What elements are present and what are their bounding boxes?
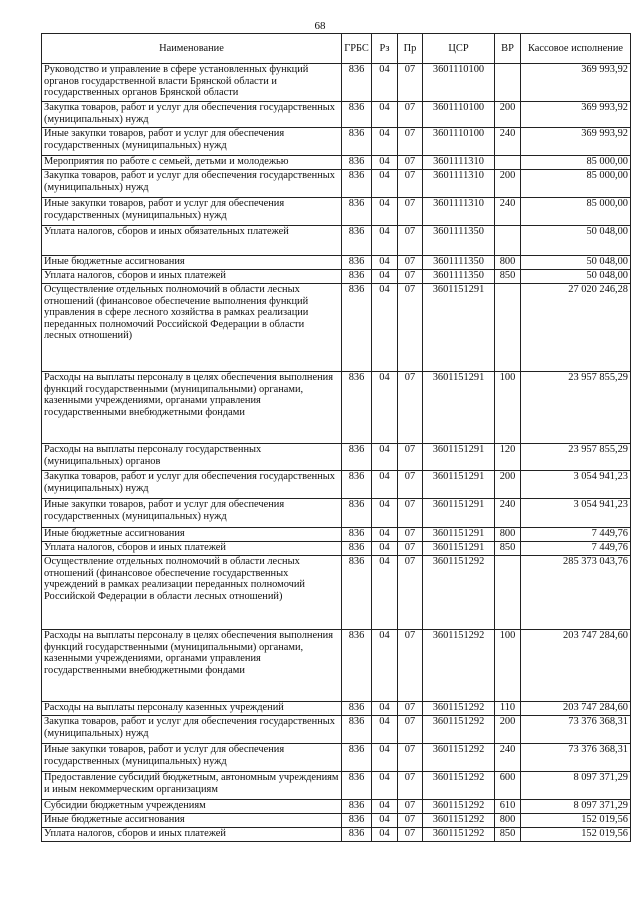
row-csr: 3601111310 xyxy=(423,198,495,226)
row-csr: 3601151292 xyxy=(423,744,495,772)
row-csr: 3601151292 xyxy=(423,814,495,828)
table-row xyxy=(42,128,631,156)
row-rz: 04 xyxy=(372,198,398,226)
table-row xyxy=(42,170,631,198)
row-csr: 3601111350 xyxy=(423,256,495,270)
row-vr: 120 xyxy=(495,444,521,471)
row-vr: 600 xyxy=(495,772,521,800)
row-rz: 04 xyxy=(372,128,398,156)
table-row xyxy=(42,270,631,284)
row-amount: 85 000,00 xyxy=(521,156,631,170)
row-name: Иные закупки товаров, работ и услуг для обеспечения государственных (муниципальных) нужд xyxy=(42,744,342,772)
row-rz: 04 xyxy=(372,772,398,800)
table-row xyxy=(42,471,631,499)
table-row xyxy=(42,630,631,702)
table-row xyxy=(42,814,631,828)
row-vr: 240 xyxy=(495,499,521,528)
row-name: Расходы на выплаты персоналу казенных учреждений xyxy=(42,702,342,716)
row-amount: 85 000,00 xyxy=(521,170,631,198)
row-name: Закупка товаров, работ и услуг для обеспечения государственных (муниципальных) нужд xyxy=(42,471,342,499)
header-csr: ЦСР xyxy=(423,34,495,64)
row-rz: 04 xyxy=(372,372,398,444)
row-name: Расходы на выплаты персоналу в целях обеспечения выполнения функций государственными (муниципальными) органами, казенными учреждениями, органами управления государственными внебюджетными фондами xyxy=(42,372,342,444)
row-grbs: 836 xyxy=(342,226,372,256)
table-row xyxy=(42,372,631,444)
row-rz: 04 xyxy=(372,102,398,128)
row-name: Расходы на выплаты персоналу в целях обеспечения выполнения функций государственными (муниципальными) органами, казенными учреждениями, органами управления государственными внебюджетными фондами xyxy=(42,630,342,702)
row-amount: 7 449,76 xyxy=(521,542,631,556)
row-name: Иные бюджетные ассигнования xyxy=(42,814,342,828)
row-name: Предоставление субсидий бюджетным, автономным учреждениям и иным некоммерческим организациям xyxy=(42,772,342,800)
table-row xyxy=(42,256,631,270)
table-row xyxy=(42,556,631,630)
table-row xyxy=(42,744,631,772)
row-pr: 07 xyxy=(398,128,423,156)
row-grbs: 836 xyxy=(342,64,372,102)
row-vr xyxy=(495,156,521,170)
row-amount: 85 000,00 xyxy=(521,198,631,226)
row-pr: 07 xyxy=(398,170,423,198)
row-vr: 100 xyxy=(495,630,521,702)
row-vr: 800 xyxy=(495,814,521,828)
row-rz: 04 xyxy=(372,499,398,528)
row-vr: 240 xyxy=(495,128,521,156)
row-rz: 04 xyxy=(372,630,398,702)
row-grbs: 836 xyxy=(342,270,372,284)
row-grbs: 836 xyxy=(342,372,372,444)
row-csr: 3601111310 xyxy=(423,170,495,198)
row-csr: 3601111350 xyxy=(423,270,495,284)
row-name: Иные закупки товаров, работ и услуг для обеспечения государственных (муниципальных) нужд xyxy=(42,198,342,226)
row-pr: 07 xyxy=(398,156,423,170)
row-amount: 285 373 043,76 xyxy=(521,556,631,630)
row-pr: 07 xyxy=(398,444,423,471)
row-amount: 203 747 284,60 xyxy=(521,702,631,716)
row-amount: 27 020 246,28 xyxy=(521,284,631,372)
row-grbs: 836 xyxy=(342,156,372,170)
table-row xyxy=(42,64,631,102)
header-vr: ВР xyxy=(495,34,521,64)
row-pr: 07 xyxy=(398,800,423,814)
row-rz: 04 xyxy=(372,800,398,814)
row-rz: 04 xyxy=(372,528,398,542)
row-pr: 07 xyxy=(398,744,423,772)
row-vr: 850 xyxy=(495,270,521,284)
row-csr: 3601151291 xyxy=(423,372,495,444)
row-amount: 73 376 368,31 xyxy=(521,716,631,744)
row-name: Осуществление отдельных полномочий в области лесных отношений (финансовое обеспечение государственных учреждений в рамках реализации переданных полномочий Российской Федерации в области лесных отношений) xyxy=(42,556,342,630)
row-rz: 04 xyxy=(372,556,398,630)
header-amount: Кассовое исполнение xyxy=(521,34,631,64)
row-name: Субсидии бюджетным учреждениям xyxy=(42,800,342,814)
row-pr: 07 xyxy=(398,64,423,102)
row-grbs: 836 xyxy=(342,716,372,744)
row-name: Закупка товаров, работ и услуг для обеспечения государственных (муниципальных) нужд xyxy=(42,716,342,744)
row-csr: 3601110100 xyxy=(423,102,495,128)
row-vr: 850 xyxy=(495,828,521,842)
row-name: Уплата налогов, сборов и иных платежей xyxy=(42,270,342,284)
row-grbs: 836 xyxy=(342,444,372,471)
row-amount: 3 054 941,23 xyxy=(521,499,631,528)
row-grbs: 836 xyxy=(342,630,372,702)
row-csr: 3601151292 xyxy=(423,702,495,716)
row-vr: 800 xyxy=(495,256,521,270)
row-pr: 07 xyxy=(398,499,423,528)
row-vr: 610 xyxy=(495,800,521,814)
row-rz: 04 xyxy=(372,542,398,556)
header-grbs: ГРБС xyxy=(342,34,372,64)
row-name: Осуществление отдельных полномочий в области лесных отношений (финансовое обеспечение выполнения функций управления в сфере лесного хозяйства в рамках реализации переданных полномочий Российской Федерации в области лесных отношений) xyxy=(42,284,342,372)
row-rz: 04 xyxy=(372,270,398,284)
row-pr: 07 xyxy=(398,716,423,744)
row-csr: 3601151291 xyxy=(423,284,495,372)
row-rz: 04 xyxy=(372,471,398,499)
row-amount: 8 097 371,29 xyxy=(521,800,631,814)
row-pr: 07 xyxy=(398,270,423,284)
row-csr: 3601151292 xyxy=(423,828,495,842)
header-name: Наименование xyxy=(42,34,342,64)
row-amount: 203 747 284,60 xyxy=(521,630,631,702)
row-rz: 04 xyxy=(372,716,398,744)
row-pr: 07 xyxy=(398,772,423,800)
row-grbs: 836 xyxy=(342,471,372,499)
row-name: Закупка товаров, работ и услуг для обеспечения государственных (муниципальных) нужд xyxy=(42,170,342,198)
row-vr: 800 xyxy=(495,528,521,542)
row-pr: 07 xyxy=(398,814,423,828)
row-rz: 04 xyxy=(372,814,398,828)
table-row xyxy=(42,702,631,716)
row-amount: 152 019,56 xyxy=(521,814,631,828)
table-row xyxy=(42,772,631,800)
row-grbs: 836 xyxy=(342,702,372,716)
table-row xyxy=(42,716,631,744)
row-vr: 110 xyxy=(495,702,521,716)
row-amount: 50 048,00 xyxy=(521,256,631,270)
row-name: Мероприятия по работе с семьей, детьми и молодежью xyxy=(42,156,342,170)
budget-execution-table xyxy=(41,33,631,842)
row-name: Иные бюджетные ассигнования xyxy=(42,256,342,270)
row-amount: 73 376 368,31 xyxy=(521,744,631,772)
row-rz: 04 xyxy=(372,256,398,270)
row-name: Уплата налогов, сборов и иных платежей xyxy=(42,542,342,556)
row-csr: 3601111350 xyxy=(423,226,495,256)
row-pr: 07 xyxy=(398,630,423,702)
row-vr: 850 xyxy=(495,542,521,556)
table-header-row xyxy=(42,34,631,64)
row-amount: 50 048,00 xyxy=(521,226,631,256)
header-pr: Пр xyxy=(398,34,423,64)
table-row xyxy=(42,102,631,128)
row-pr: 07 xyxy=(398,256,423,270)
row-grbs: 836 xyxy=(342,102,372,128)
table-row xyxy=(42,156,631,170)
row-vr: 100 xyxy=(495,372,521,444)
row-csr: 3601111310 xyxy=(423,156,495,170)
row-grbs: 836 xyxy=(342,556,372,630)
row-rz: 04 xyxy=(372,156,398,170)
row-name: Уплата налогов, сборов и иных обязательных платежей xyxy=(42,226,342,256)
row-csr: 3601151291 xyxy=(423,444,495,471)
row-pr: 07 xyxy=(398,226,423,256)
row-rz: 04 xyxy=(372,170,398,198)
row-name: Иные закупки товаров, работ и услуг для обеспечения государственных (муниципальных) нужд xyxy=(42,128,342,156)
row-amount: 8 097 371,29 xyxy=(521,772,631,800)
row-grbs: 836 xyxy=(342,499,372,528)
table-row xyxy=(42,542,631,556)
row-amount: 50 048,00 xyxy=(521,270,631,284)
table-row xyxy=(42,499,631,528)
row-pr: 07 xyxy=(398,528,423,542)
row-csr: 3601110100 xyxy=(423,64,495,102)
row-rz: 04 xyxy=(372,744,398,772)
row-vr: 200 xyxy=(495,716,521,744)
row-rz: 04 xyxy=(372,702,398,716)
table-row xyxy=(42,198,631,226)
row-name: Руководство и управление в сфере установленных функций органов государственной власти Брянской области и государственных органов Брянской области xyxy=(42,64,342,102)
row-vr: 240 xyxy=(495,198,521,226)
table-row xyxy=(42,226,631,256)
row-vr: 200 xyxy=(495,102,521,128)
row-csr: 3601151292 xyxy=(423,630,495,702)
row-grbs: 836 xyxy=(342,828,372,842)
row-amount: 369 993,92 xyxy=(521,102,631,128)
row-pr: 07 xyxy=(398,556,423,630)
row-vr xyxy=(495,556,521,630)
row-rz: 04 xyxy=(372,226,398,256)
row-grbs: 836 xyxy=(342,170,372,198)
page-number: 68 xyxy=(314,20,326,32)
row-csr: 3601151292 xyxy=(423,772,495,800)
row-csr: 3601151292 xyxy=(423,556,495,630)
row-rz: 04 xyxy=(372,828,398,842)
row-amount: 3 054 941,23 xyxy=(521,471,631,499)
row-pr: 07 xyxy=(398,471,423,499)
row-amount: 369 993,92 xyxy=(521,128,631,156)
row-grbs: 836 xyxy=(342,528,372,542)
row-grbs: 836 xyxy=(342,542,372,556)
row-csr: 3601110100 xyxy=(423,128,495,156)
row-csr: 3601151292 xyxy=(423,800,495,814)
row-pr: 07 xyxy=(398,702,423,716)
row-vr: 240 xyxy=(495,744,521,772)
row-amount: 369 993,92 xyxy=(521,64,631,102)
row-rz: 04 xyxy=(372,444,398,471)
row-csr: 3601151291 xyxy=(423,499,495,528)
row-name: Иные бюджетные ассигнования xyxy=(42,528,342,542)
row-pr: 07 xyxy=(398,372,423,444)
row-amount: 152 019,56 xyxy=(521,828,631,842)
row-csr: 3601151291 xyxy=(423,542,495,556)
row-csr: 3601151291 xyxy=(423,528,495,542)
row-grbs: 836 xyxy=(342,198,372,226)
row-pr: 07 xyxy=(398,828,423,842)
row-vr: 200 xyxy=(495,170,521,198)
header-rz: Рз xyxy=(372,34,398,64)
table-row xyxy=(42,444,631,471)
row-csr: 3601151292 xyxy=(423,716,495,744)
row-grbs: 836 xyxy=(342,772,372,800)
row-grbs: 836 xyxy=(342,744,372,772)
row-name: Закупка товаров, работ и услуг для обеспечения государственных (муниципальных) нужд xyxy=(42,102,342,128)
row-pr: 07 xyxy=(398,102,423,128)
row-name: Расходы на выплаты персоналу государственных (муниципальных) органов xyxy=(42,444,342,471)
row-grbs: 836 xyxy=(342,800,372,814)
row-pr: 07 xyxy=(398,542,423,556)
row-rz: 04 xyxy=(372,64,398,102)
table-row xyxy=(42,528,631,542)
row-rz: 04 xyxy=(372,284,398,372)
row-amount: 7 449,76 xyxy=(521,528,631,542)
row-grbs: 836 xyxy=(342,284,372,372)
row-amount: 23 957 855,29 xyxy=(521,444,631,471)
table-row xyxy=(42,284,631,372)
row-vr xyxy=(495,284,521,372)
row-grbs: 836 xyxy=(342,814,372,828)
row-vr: 200 xyxy=(495,471,521,499)
row-name: Уплата налогов, сборов и иных платежей xyxy=(42,828,342,842)
row-csr: 3601151291 xyxy=(423,471,495,499)
row-grbs: 836 xyxy=(342,256,372,270)
row-vr xyxy=(495,64,521,102)
row-pr: 07 xyxy=(398,284,423,372)
row-name: Иные закупки товаров, работ и услуг для обеспечения государственных (муниципальных) нужд xyxy=(42,499,342,528)
row-grbs: 836 xyxy=(342,128,372,156)
table-row xyxy=(42,828,631,842)
row-pr: 07 xyxy=(398,198,423,226)
row-amount: 23 957 855,29 xyxy=(521,372,631,444)
row-vr xyxy=(495,226,521,256)
table-row xyxy=(42,800,631,814)
